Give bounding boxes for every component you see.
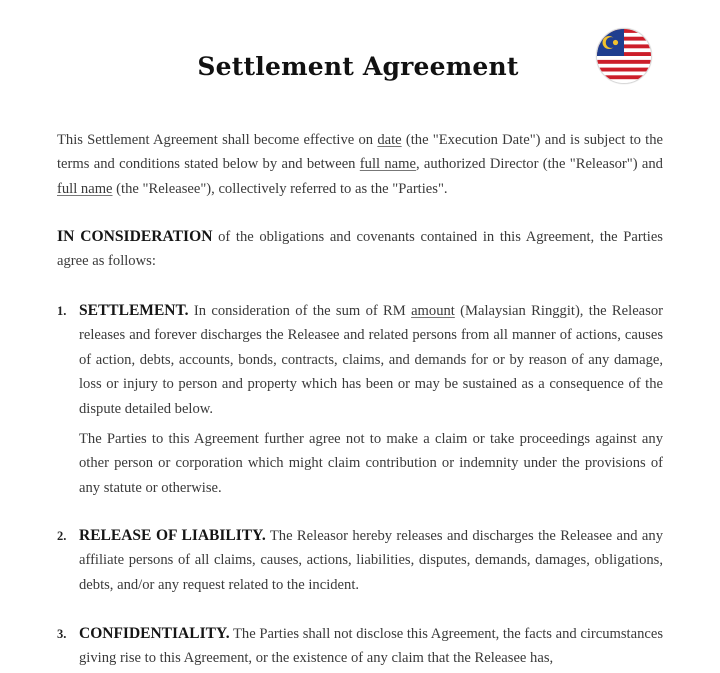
section-settlement: 1. SETTLEMENT. In consideration of the sum of RM amount (Malaysian Ringgit), the Releasor releases and forever discharges the Releasee and related persons from all manner of actions, causes of action, debts, accounts, bonds, contracts, claims, and demands for or by reason of any damage, loss or injury to person and property which has been or may be sustained as a consequence of the dispute detailed below. The Parties to this Agreement further agree not to make a claim or take proceedings against any other person or corporation which might claim contribution or indemnity under the provisions of any statute or otherwise. (57, 299, 663, 500)
releasee-name-field[interactable]: full name (57, 180, 113, 197)
document-title: Settlement Agreement (197, 52, 519, 81)
section-number: 1. (57, 304, 67, 318)
section-confidentiality: 3. CONFIDENTIALITY. The Parties shall not disclose this Agreement, the facts and circumstances giving rise to this Agreement, or the existence of any claim that the Releasee has, (57, 622, 663, 671)
releasor-name-field[interactable]: full name (359, 156, 416, 173)
settlement-subparagraph: The Parties to this Agreement further agree not to make a claim or take proceedings against any other person or corporation which might claim contribution or indemnity under the provisions of any statute or otherwise. (79, 431, 663, 496)
intro-paragraph: This Settlement Agreement shall become effective on date (the "Execution Date") and is subject to the terms and conditions stated below by and between full name, authorized Director (the "Releasor") and full name (the "Releasee"), collectively referred to as the "Parties". (57, 132, 663, 197)
section-heading: SETTLEMENT. (79, 302, 189, 319)
section-release-of-liability: 2. RELEASE OF LIABILITY. The Releasor hereby releases and discharges the Releasee and any affiliate persons of all claims, causes, actions, liabilities, disputes, demands, damages, obligations, debts, and/or any request related to the incident. (57, 524, 663, 597)
section-heading: RELEASE OF LIABILITY. (79, 527, 266, 544)
malaysia-flag-icon (596, 28, 652, 84)
section-heading: CONFIDENTIALITY. (79, 625, 230, 642)
consideration-paragraph: IN CONSIDERATION of the obligations and covenants contained in this Agreement, the Parties agree as follows: (57, 228, 663, 270)
consideration-lead: IN CONSIDERATION (57, 228, 213, 245)
amount-field[interactable]: amount (411, 303, 455, 319)
section-number: 2. (57, 529, 67, 543)
section-number: 3. (57, 627, 67, 641)
date-field[interactable]: date (377, 132, 402, 148)
